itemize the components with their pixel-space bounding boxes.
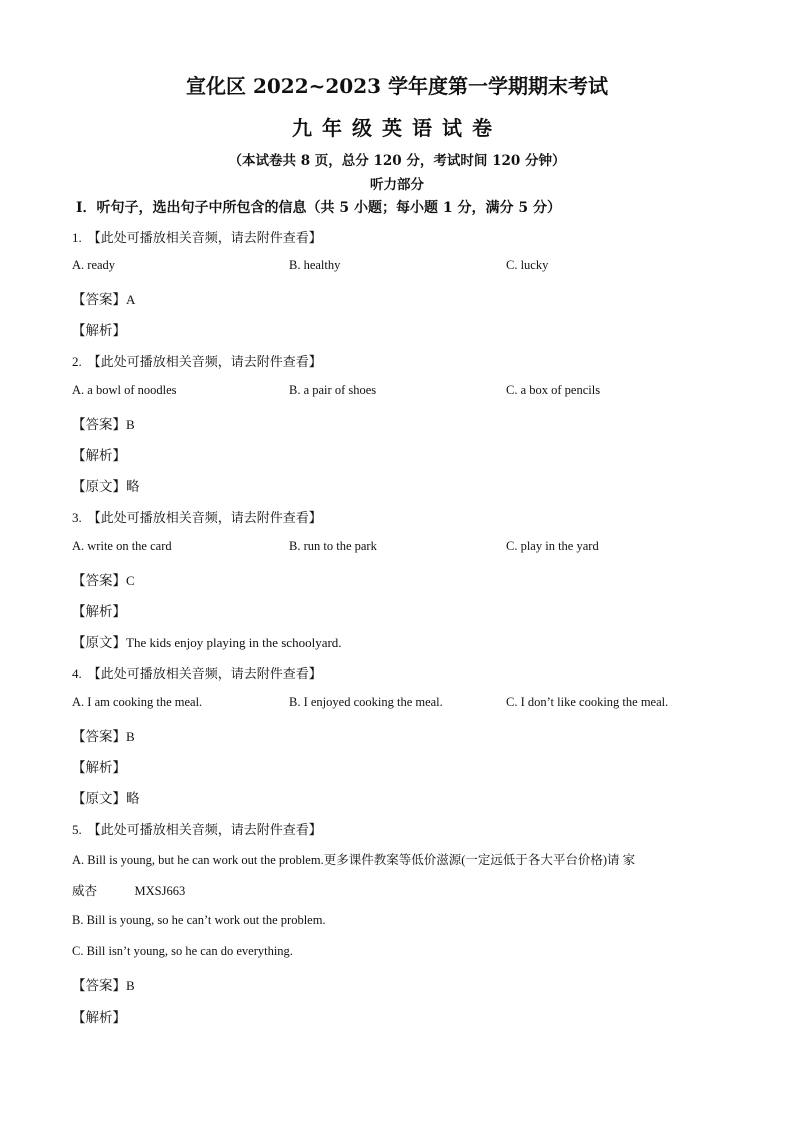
answer-value: C: [126, 573, 135, 588]
option-a: A. I am cooking the meal.: [72, 695, 203, 709]
question-3-label: [72, 507, 322, 526]
audio-placeholder[interactable]: 【此处可播放相关音频，请去附件查看】: [87, 231, 322, 246]
answer-label: 【答案】: [72, 978, 126, 994]
option-b: B. run to the park: [289, 539, 377, 553]
page-subtitle: 九年级英语试卷: [292, 116, 502, 140]
analysis-label: 【解析】: [72, 604, 126, 620]
answer-line: [72, 974, 135, 994]
question-number: 3.: [72, 510, 82, 525]
question-4-label: [72, 663, 322, 682]
original-label: 【原文】: [72, 791, 126, 807]
answer-line: [72, 413, 135, 433]
answer-label: 【答案】: [72, 292, 126, 308]
question-number: 1.: [72, 230, 82, 245]
answer-line: [72, 569, 135, 589]
exam-note: （本试卷共 8 页，总分 120 分，考试时间 120 分钟）: [228, 153, 566, 169]
audio-placeholder[interactable]: 【此处可播放相关音频，请去附件查看】: [87, 823, 322, 838]
option-c: C. I don’t like cooking the meal.: [506, 695, 669, 709]
question-1-label: [72, 227, 322, 246]
answer-value: A: [126, 292, 136, 307]
option-c: C. Bill isn’t young, so he can do everything.: [72, 944, 293, 958]
answer-label: 【答案】: [72, 417, 126, 433]
original-label: 【原文】: [72, 479, 126, 495]
analysis-label: 【解析】: [72, 323, 126, 339]
audio-placeholder[interactable]: 【此处可播放相关音频，请去附件查看】: [87, 355, 322, 370]
option-a: A. Bill is young, but he can work out the problem.更多课件教案等低价滋源(一定远低于各大平台价格)请 家: [72, 853, 636, 867]
option-c: C. lucky: [506, 258, 549, 272]
original-line: [72, 787, 140, 807]
original-label: 【原文】: [72, 635, 126, 651]
original-text: 略: [126, 479, 140, 495]
answer-line: [72, 725, 135, 745]
answer-value: B: [126, 729, 135, 744]
analysis-label: 【解析】: [72, 760, 126, 776]
option-a: A. write on the card: [72, 539, 172, 553]
original-line: [72, 631, 342, 651]
option-b: B. I enjoyed cooking the meal.: [289, 695, 443, 709]
answer-line: [72, 288, 135, 308]
answer-label: 【答案】: [72, 573, 126, 589]
answer-value: B: [126, 978, 135, 993]
option-a: A. ready: [72, 258, 116, 272]
analysis-label: 【解析】: [72, 448, 126, 464]
question-number: 2.: [72, 354, 82, 369]
answer-label: 【答案】: [72, 729, 126, 745]
question-2-label: [72, 351, 322, 370]
original-text: 略: [126, 791, 140, 807]
question-number: 4.: [72, 666, 82, 681]
original-line: [72, 475, 140, 495]
audio-placeholder[interactable]: 【此处可播放相关音频，请去附件查看】: [87, 511, 322, 526]
option-c: C. a box of pencils: [506, 383, 601, 397]
option-b: B. healthy: [289, 258, 341, 272]
question-5-label: [72, 819, 322, 838]
question-number: 5.: [72, 822, 82, 837]
original-text: The kids enjoy playing in the schoolyard.: [126, 635, 342, 650]
option-b: B. Bill is young, so he can’t work out the problem.: [72, 913, 326, 927]
audio-placeholder[interactable]: 【此处可播放相关音频，请去附件查看】: [87, 667, 322, 682]
analysis-label: 【解析】: [72, 1010, 126, 1026]
option-a-continued: 威杏 MXSJ663: [72, 884, 186, 898]
section-heading: Ⅰ．听句子，选出句子中所包含的信息（共 5 小题；每小题 1 分，满分 5 分）: [76, 200, 562, 216]
answer-value: B: [126, 417, 135, 432]
option-c: C. play in the yard: [506, 539, 599, 553]
option-b: B. a pair of shoes: [289, 383, 377, 397]
option-a: A. a bowl of noodles: [72, 383, 177, 397]
part-heading: 听力部分: [370, 177, 424, 193]
page-title: 宣化区 2022~2023 学年度第一学期期末考试: [185, 74, 608, 98]
